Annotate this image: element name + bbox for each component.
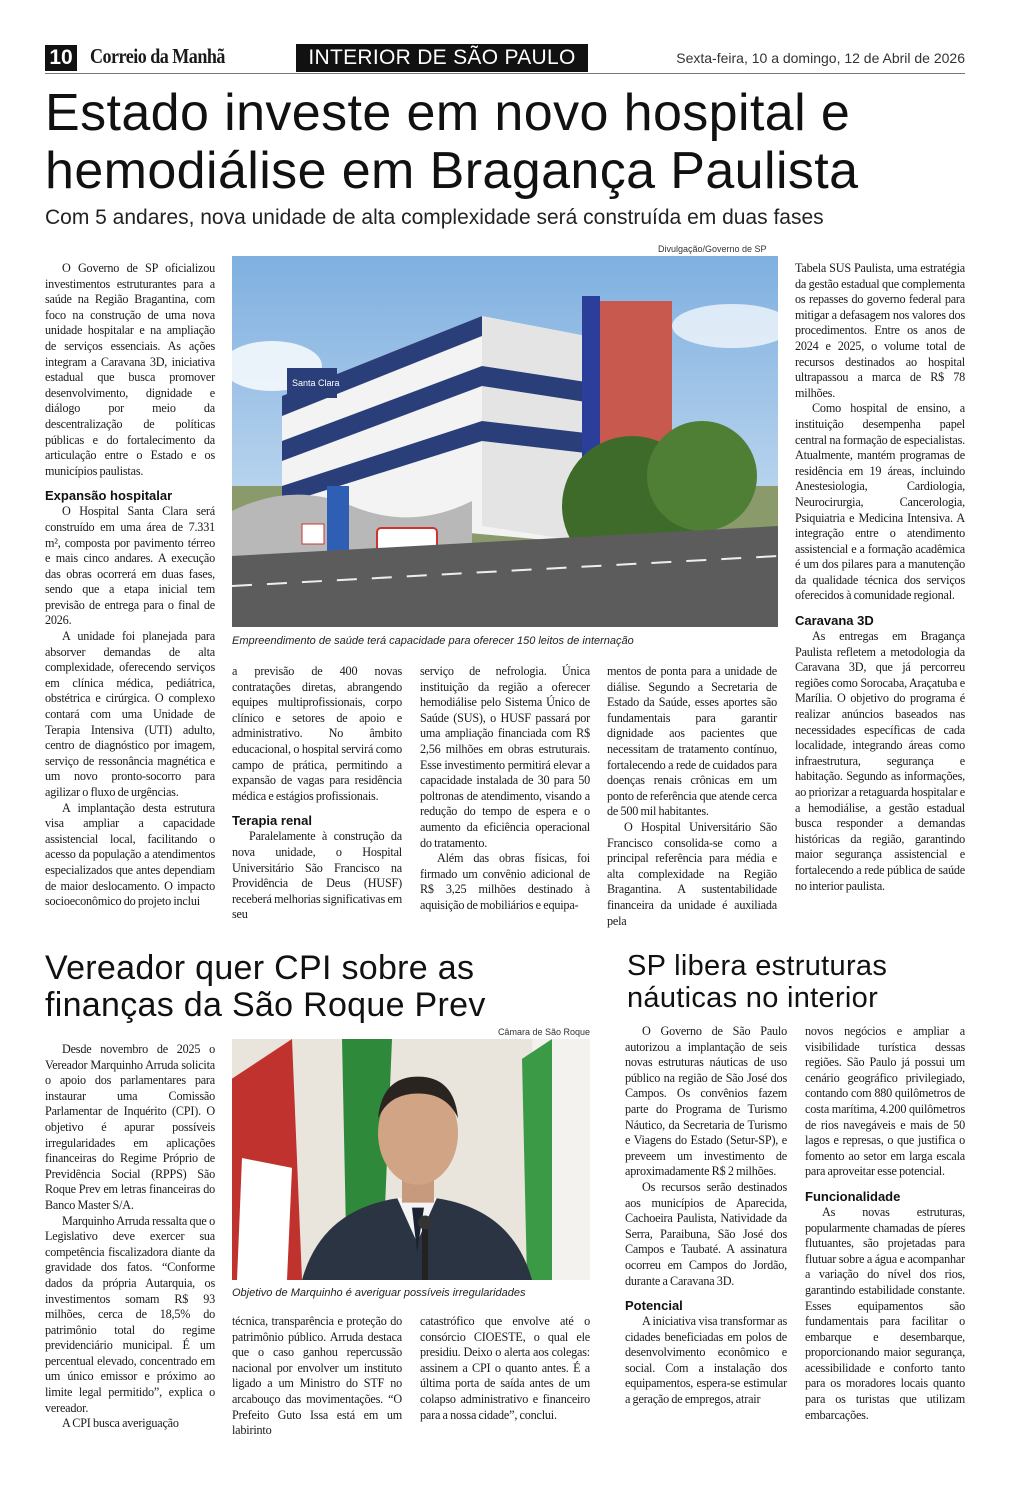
paragraph: Desde novembro de 2025 o Vereador Marquinho Arruda solicita o apoio dos parlamentares para instaurar uma Comissão Parlamentar de Inquérito (CPI). O objetivo é apurar possíveis irregularidades em aplicações financeiras do Regime Próprio de Previdência Social (RPPS) São Roque Prev em letras financeiras do Banco Master S/A. (45, 1042, 215, 1212)
story2-column-2 (232, 1314, 402, 1439)
councilman-portrait-photo (232, 1039, 590, 1280)
subheading: Potencial (625, 1298, 683, 1314)
subheading: Caravana 3D (795, 613, 874, 629)
photo-credit: Câmara de São Roque (497, 1027, 590, 1037)
paragraph: O Governo de São Paulo autorizou a implantação de seis novas estruturas náuticas de uso público na região de São José dos Campos. Os convênios fazem parte do Programa de Turismo Náutico, da Secretaria de Turismo e Viagens do Estado (Setur-SP), e preveem um investimento de aproximadamente R$ 2 milhões. (625, 1024, 787, 1179)
headline-line: náuticas no interior (627, 982, 879, 1014)
hospital-sign: Santa Clara (292, 378, 340, 388)
paragraph: a previsão de 400 novas contratações diretas, abrangendo equipes multiprofissionais, corpo clínico e setores de apoio e administrativo. No âmbito educacional, o hospital servirá como campo de prática, permitindo a expansão de vagas para residência médica e estágios profissionais. (232, 664, 402, 803)
subheading: Expansão hospitalar (45, 488, 173, 504)
hospital-rendering-photo (232, 256, 778, 627)
story2-column-1 (45, 1042, 215, 1432)
paragraph: novos negócios e ampliar a visibilidade turística dessas regiões. São Paulo já possui um cenário geográfico privilegiado, contando com 880 quilômetros de costa marítima, 4.200 quilômetros de rios navegáveis e mais de 50 lagos e represas, o que justifica o fomento ao setor em larga escala para aproveitar esse potencial. (805, 1024, 965, 1179)
paragraph: Marquinho Arruda ressalta que o Legislativo deve exercer sua competência fiscalizadora diante da gravidade dos fatos. “Conforme dados da própria Autarquia, os investimentos somam R$ 93 milhões, cerca de 18,5% do patrimônio total do regime previdenciário municipal. É um percentual elevado, concentrado em um único emissor e próximo ao limite legal permitido”, explica o vereador. (45, 1213, 215, 1415)
newspaper-masthead: Correio da Manhã (90, 44, 225, 68)
story3-headline (627, 950, 987, 1014)
story2-column-3 (420, 1314, 590, 1423)
photo-credit: Divulgação/Governo de SP (658, 244, 767, 254)
edition-date: Sexta-feira, 10 a domingo, 12 de Abril de 2026 (676, 50, 965, 66)
headline-line: finanças da São Roque Prev (45, 986, 486, 1024)
paragraph: O Hospital Universitário São Francisco consolida-se como a principal referência para média e alta complexidade na Região Bragantina. A sustentabilidade financeira da unidade é auxiliada pela (607, 819, 777, 928)
story3-column-2 (805, 1024, 965, 1423)
story3-column-1 (625, 1024, 787, 1408)
paragraph: A iniciativa visa transformar as cidades beneficiadas em polos de desenvolvimento econômico e social. Com a instalação dos equipamentos, espera-se estimular a geração de empregos, atrair (625, 1314, 787, 1407)
paragraph: técnica, transparência e proteção do patrimônio público. Arruda destaca que o caso ganhou repercussão nacional por envolver um instituto ligado a um Ministro do STF no arcabouço das movimentações. “O Prefeito Guto Issa está em um labirinto (232, 1314, 402, 1438)
paragraph: A CPI busca averiguação (62, 1416, 179, 1431)
subheading: Funcionalidade (805, 1188, 901, 1204)
story1-column-3 (420, 664, 590, 914)
paragraph: As novas estruturas, popularmente chamadas de píeres flutuantes, são projetadas para flutuar sobre a água e acompanhar a variação do nível dos rios, garantindo estabilidade constante. Esses equipamentos são fundamentais para facilitar o embarque e desembarque, proporcionando maior segurança, acessibilidade e conforto tanto para os moradores locais quanto para os turistas que utilizam embarcações. (805, 1204, 965, 1422)
paragraph: catastrófico que envolve até o consórcio CIOESTE, o qual ele presidiu. Deixo o alerta aos colegas: assinem a CPI o quanto antes. É a última porta de saída antes de um colapso administrativo e financeiro para a nossa cidade”, conclui. (420, 1314, 590, 1422)
paragraph: Como hospital de ensino, a instituição desempenha papel central na formação de especialistas. Atualmente, mantém programas de residência em 19 áreas, incluindo Anestesiologia, Cardiologia, Neurocirurgia, Cancerologia, Psiquiatria e Medicina Intensiva. A integração entre o atendimento assistencial e a formação acadêmica é um dos pilares para a manutenção da qualidade técnica dos serviços oferecidos à comunidade regional. (795, 401, 965, 603)
section-title: INTERIOR DE SÃO PAULO (296, 44, 588, 72)
story1-column-5 (795, 261, 965, 894)
paragraph: A implantação desta estrutura visa ampliar a capacidade assistencial local, facilitando o acesso da população a atendimentos especializados que antes dependiam de maior deslocamento. O impacto socioeconômico do projeto inclui (45, 800, 215, 909)
paragraph: Tabela SUS Paulista, uma estratégia da gestão estadual que complementa os repasses do governo federal para mitigar a defasagem nos valores dos procedimentos. Entre os anos de 2024 e 2025, o volume total de recursos destinados ao hospital ultrapassou a marca de R$ 78 milhões. (795, 261, 965, 400)
paragraph: serviço de nefrologia. Única instituição da região a oferecer hemodiálise pelo Sistema Único de Saúde (SUS), o HUSF passará por uma ampliação financiada com R$ 2,56 milhões em obras estruturais. Esse investimento permitirá elevar a capacidade instalada de 30 para 50 poltronas de atendimento, visando a redução do tempo de espera e o aumento da eficiência operacional do tratamento. (420, 664, 590, 850)
headline-line: hemodiálise em Bragança Paulista (45, 142, 859, 200)
subheading: Terapia renal (232, 813, 312, 829)
headline-line: Vereador quer CPI sobre as (45, 949, 475, 987)
headline-line: Estado investe em novo hospital e (45, 84, 851, 142)
story1-column-1 (45, 261, 215, 910)
paragraph: mentos de ponta para a unidade de diálise. Segundo a Secretaria de Estado da Saúde, esses aportes são fundamentais para garantir dignidade aos pacientes que necessitam de tratamento contínuo, fortalecendo a rede de cuidados para doenças renais crônicas em um ponto de referência que atende cerca de 500 mil habitantes. (607, 664, 777, 819)
header-divider (45, 73, 965, 74)
paragraph: O Hospital Santa Clara será construído em uma área de 7.331 m², composta por pavimento térreo e mais cinco andares. A execução das obras ocorrerá em duas fases, sendo que a etapa inicial tem previsão de entrega para o final de 2026. (45, 504, 215, 628)
story1-subheadline: Com 5 andares, nova unidade de alta complexidade será construída em duas fases (45, 206, 824, 229)
story1-column-2 (232, 664, 402, 923)
page-number: 10 (45, 45, 77, 71)
paragraph: As entregas em Bragança Paulista refletem a metodologia da Caravana 3D, que já percorreu regiões como Sorocaba, Araçatuba e Marília. O objetivo do programa é realizar anúncios baseados nas necessidades específicas de cada localidade, integrando áreas como infraestrutura, segurança e habitação. Segundo as informações, ao priorizar a retaguarda hospitalar e a hemodiálise, a gestão estadual busca responder a demandas históricas da região, garantindo maior segurança assistencial e fortalecendo a rede pública de saúde no interior paulista. (795, 629, 965, 893)
story2-headline (45, 950, 605, 1024)
headline-line: SP libera estruturas (627, 950, 888, 982)
paragraph: Os recursos serão destinados aos municípios de Aparecida, Cachoeira Paulista, Natividade da Serra, Paraibuna, São José dos Campos e Taubaté. A assinatura ocorreu em Campos do Jordão, durante a Caravana 3D. (625, 1179, 787, 1288)
photo-caption: Empreendimento de saúde terá capacidade para oferecer 150 leitos de internação (232, 635, 634, 647)
story1-column-4 (607, 664, 777, 929)
paragraph: O Governo de SP oficializou investimentos estruturantes para a saúde na Região Bragantina, com foco na construção de uma nova unidade hospitalar e na ampliação de serviços essenciais. As ações integram a Caravana 3D, iniciativa estadual que busca promover desenvolvimento, dignidade e diálogo por meio da descentralização de políticas públicas e do fortalecimento da articulação entre o Estado e os municípios paulistas. (45, 261, 215, 478)
story1-headline (45, 84, 975, 200)
photo-caption: Objetivo de Marquinho é averiguar possíveis irregularidades (232, 1287, 526, 1299)
paragraph: Paralelamente à construção da nova unidade, o Hospital Universitário São Francisco na Providência de Deus (HUSF) receberá melhorias significativas em seu (232, 829, 402, 922)
paragraph: Além das obras físicas, foi firmado um convênio adicional de R$ 3,25 milhões destinado à aquisição de mobiliários e equipa- (420, 851, 590, 912)
paragraph: A unidade foi planejada para absorver demandas de alta complexidade, oferecendo serviços em clínica médica, pediátrica, obstétrica e cirúrgica. O complexo contará com uma Unidade de Terapia Intensiva (UTI) adulto, centro de diagnóstico por imagem, serviço de ressonância magnética e um novo pronto-socorro para agilizar o fluxo de urgências. (45, 629, 215, 799)
